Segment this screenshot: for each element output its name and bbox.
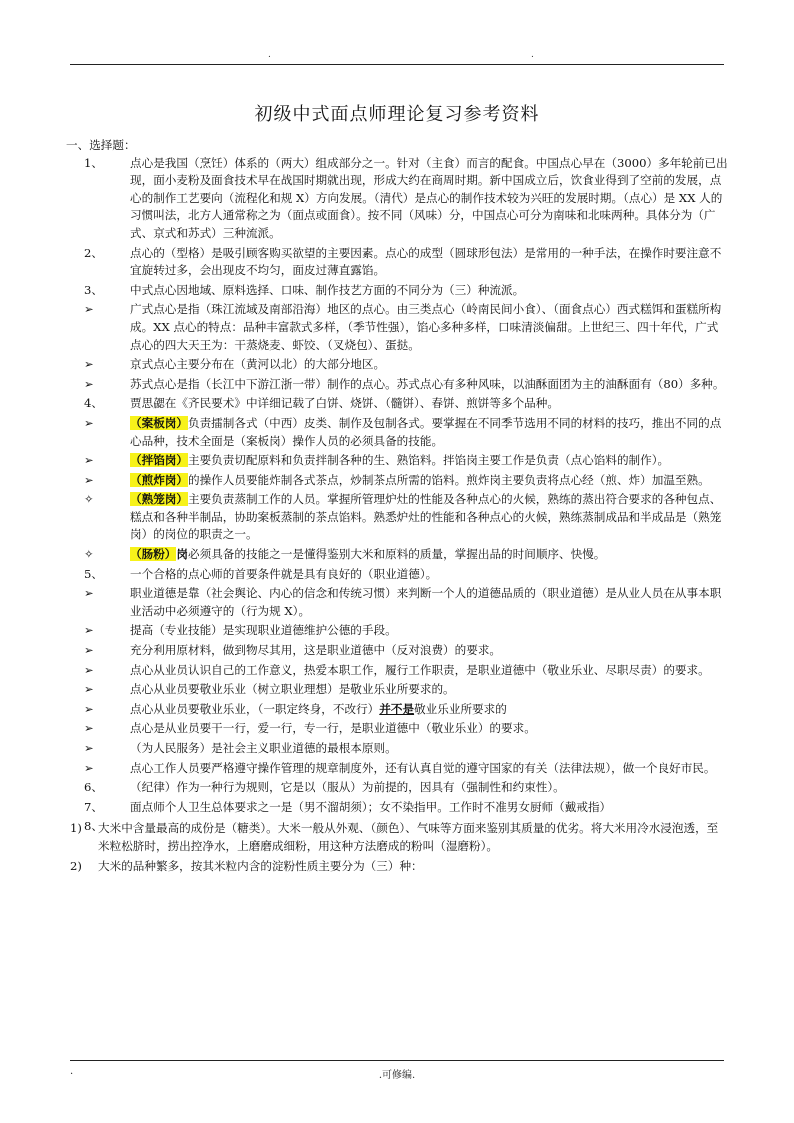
arrow-bullet-icon: ➢	[84, 357, 94, 372]
footer-dot-left: .	[70, 1066, 74, 1077]
list-item	[60, 155, 728, 243]
document-body	[60, 137, 728, 877]
item-text: 点心是从业员要干一行，爱一行，专一行，是职业道德中（敬业乐业）的要求。	[130, 721, 536, 736]
arrow-bullet-icon: ➢	[84, 472, 94, 487]
item-number: 1)	[70, 821, 82, 836]
diamond-bullet-icon: ✧	[84, 492, 94, 507]
list-item	[60, 779, 728, 797]
item-number: 2)	[70, 858, 82, 873]
arrow-bullet-icon: ➢	[84, 760, 94, 775]
list-item	[60, 622, 728, 640]
highlighted-term: （肠粉）	[130, 547, 177, 562]
list-item	[60, 820, 728, 855]
list-item	[60, 546, 728, 564]
section-heading: 一、选择题：	[66, 138, 136, 152]
page-header	[0, 50, 794, 60]
item-number: 2、	[84, 245, 103, 260]
item-text: 点心从业员要敬业乐业，（一职定终身，不改行）	[130, 701, 380, 716]
arrow-bullet-icon: ➢	[84, 741, 94, 755]
list-item	[60, 858, 728, 876]
list-item	[60, 681, 728, 699]
list-item	[60, 799, 728, 817]
item-text: 并不是	[379, 701, 415, 716]
item-text: 大米中含量最高的成份是（糖类）。大米一般从外观、（颜色）、气味等方面来鉴别其质量的优劣。将大米用冷水浸泡透，至米粒松脐时，捞出控净水，上磨磨成细粉，用这种方法磨成的粉叫（湿磨粉）。	[98, 821, 719, 853]
item-text: 充分利用原材料，做到物尽其用，这是职业道德中（反对浪费）的要求。	[130, 643, 502, 658]
item-text: 面点师个人卫生总体要求之一是（男不溜胡须）；女不染指甲。工作时不准男女厨师（戴戒指）	[130, 799, 612, 814]
item-text: 的操作人员要能炸制各式茶点，炒制茶点所需的馅料。煎炸岗主要负责将点心经（煎、炸）加温至熟。	[187, 472, 710, 487]
footer-center-text: .可修编.	[378, 1070, 416, 1081]
list-item	[60, 282, 728, 300]
item-number: 5、	[84, 566, 103, 581]
item-text: 敬业乐业所要求的	[414, 701, 507, 716]
arrow-bullet-icon: ➢	[84, 643, 94, 658]
list-item	[60, 585, 728, 620]
list-item	[60, 760, 728, 778]
item-text: 点心从业员要敬业乐业（树立职业理想）是敬业乐业所要求的。	[130, 682, 455, 697]
list-item	[60, 491, 728, 544]
highlighted-term: （煎炸岗）	[130, 472, 188, 487]
item-text: 岗	[176, 547, 188, 562]
list-item	[60, 720, 728, 738]
list-item	[60, 662, 728, 680]
arrow-bullet-icon: ➢	[84, 662, 94, 677]
list-item	[60, 376, 728, 394]
item-text: （纪律）作为一种行为规则，它是以（服从）为前提的，因具有（强制性和约束性）。	[130, 780, 565, 795]
item-text: 必须具备的技能之一是懂得鉴别大米和原料的质量，掌握出品的时间顺序、快慢。	[188, 547, 606, 562]
item-text: 点心工作人员要严格遵守操作管理的规章制度外，还有认真自觉的遵守国家的有关（法律法规），做一个良好市民。	[130, 760, 716, 775]
arrow-bullet-icon: ➢	[84, 721, 94, 736]
list-item	[60, 740, 728, 758]
list-item	[60, 356, 728, 374]
item-number: 7、	[84, 799, 103, 814]
item-number: 3、	[84, 282, 103, 297]
arrow-bullet-icon: ➢	[84, 376, 94, 391]
arrow-bullet-icon: ➢	[84, 623, 94, 638]
header-dot-left: .	[268, 50, 271, 60]
item-text: 苏式点心是指（长江中下游江浙一带）制作的点心。苏式点心有多种风味，以油酥面团为主的油酥面有（80）多种。	[130, 376, 725, 391]
question-list	[60, 155, 728, 878]
list-item	[60, 701, 728, 719]
list-item	[60, 452, 728, 470]
item-text: 职业道德是靠（社会舆论、内心的信念和传统习惯）来判断一个人的道德品质的（职业道德）是从业人员在从事本职业活动中必须遵守的（行为规 X）。	[130, 586, 722, 618]
item-text: 负责擂制各式（中西）皮类、制作及包制各式。要掌握在不同季节选用不同的材料的技巧，推出不同的点心品种，技术全面是（案板岗）操作人员的必须具备的技能。	[130, 415, 722, 448]
item-text: 主要负责蒸制工作的人员。掌握所管理炉灶的性能及各种点心的火候，熟练的蒸出符合要求的各种包点、糕点和各种半制品，协助案板蒸制的茶点馅料。熟悉炉灶的性能和各种点心的火候，熟练蒸制成品和半成品是（熟笼岗）的岗位的职责之一。	[130, 492, 722, 542]
highlighted-term: （拌馅岗）	[130, 453, 188, 468]
item-text: 大米的品种繁多，按其米粒内含的淀粉性质主要分为（三）种：	[98, 858, 423, 873]
item-text: 京式点心主要分布在（黄河以北）的大部分地区。	[130, 357, 386, 372]
diamond-bullet-icon: ✧	[84, 547, 94, 562]
item-number: 8、	[84, 819, 103, 834]
arrow-bullet-icon: ➢	[84, 586, 94, 601]
list-item	[60, 395, 728, 413]
list-item	[60, 472, 728, 490]
list-item	[60, 245, 728, 280]
item-text: 提高（专业技能）是实现职业道德维护公德的手段。	[130, 623, 397, 638]
item-number: 6、	[84, 780, 103, 795]
highlighted-term: （熟笼岗）	[130, 492, 188, 507]
item-number: 1、	[84, 155, 103, 170]
item-text: 一个合格的点心师的首要条件就是具有良好的（职业道德）。	[130, 566, 438, 581]
item-text: 广式点心是指（珠江流域及南部沿海）地区的点心。由三类点心（岭南民间小食）、（面食点心）西式糕饵和蛋糕所构成。XX 点心的特点：品种丰富款式多样，（季节性强），馅心多种多样，口味清淡偏甜。上世纪三、四十年代，广式点心的四大天王为：干蒸烧麦、虾饺、（叉烧包）、蛋挞。	[130, 302, 722, 352]
list-item	[60, 415, 728, 450]
item-text: 贾思勰在《齐民要术》中详细记载了白饼、烧饼、（髓饼）、春饼、煎饼等多个品种。	[130, 396, 559, 411]
header-rule	[70, 64, 724, 65]
list-item	[60, 566, 728, 584]
list-item	[60, 301, 728, 354]
highlighted-term: （案板岗）	[130, 415, 188, 430]
item-text: 主要负责切配原料和负责拌制各种的生、熟馅料。拌馅岗主要工作是负责（点心馅料的制作）。	[187, 453, 670, 468]
header-dot-right: .	[531, 50, 534, 60]
item-text: 点心是我国（烹饪）体系的（两大）组成部分之一。针对（主食）而言的配食。中国点心早在（3000）多年轮前已出现，面小麦粉及面食技术早在战国时期就出现，形成大约在商周时期。新中国成立后，饮食业得到了空前的发展，点心的制作工艺要向（流程化和规 X）方向发展。（清代）是点心的制作技术较为兴旺的发展时期。（点心）是 XX 人的习惯叫法，北方人通常称之为（面点或面食）。按不同（风味）分，中国点心可分为南味和北味两种。具体分为（广式、京式和苏式）三种流派。	[130, 155, 728, 240]
arrow-bullet-icon: ➢	[84, 682, 94, 697]
document-title: 初级中式面点师理论复习参考资料	[254, 104, 540, 125]
item-text: 中式点心因地域、原料选择、口味、制作技艺方面的不同分为（三）种流派。	[130, 282, 525, 297]
item-text: 点心从业员认识自己的工作意义，热爱本职工作，履行工作职责，是职业道德中（敬业乐业、尽职尽责）的要求。	[130, 662, 710, 677]
list-item	[60, 642, 728, 660]
arrow-bullet-icon: ➢	[84, 701, 94, 716]
arrow-bullet-icon: ➢	[84, 415, 94, 430]
item-text: （为人民服务）是社会主义职业道德的最根本原则。	[130, 741, 397, 755]
arrow-bullet-icon: ➢	[84, 453, 94, 468]
arrow-bullet-icon: ➢	[84, 302, 94, 317]
item-text: 点心的（型格）是吸引顾客购买欲望的主要因素。点心的成型（圆球形包法）是常用的一种手法，在操作时要注意不宜旋转过多，会出现皮不均匀，面皮过薄直露馅。	[130, 245, 722, 278]
footer-rule	[70, 1060, 724, 1061]
item-number: 4、	[84, 396, 103, 411]
